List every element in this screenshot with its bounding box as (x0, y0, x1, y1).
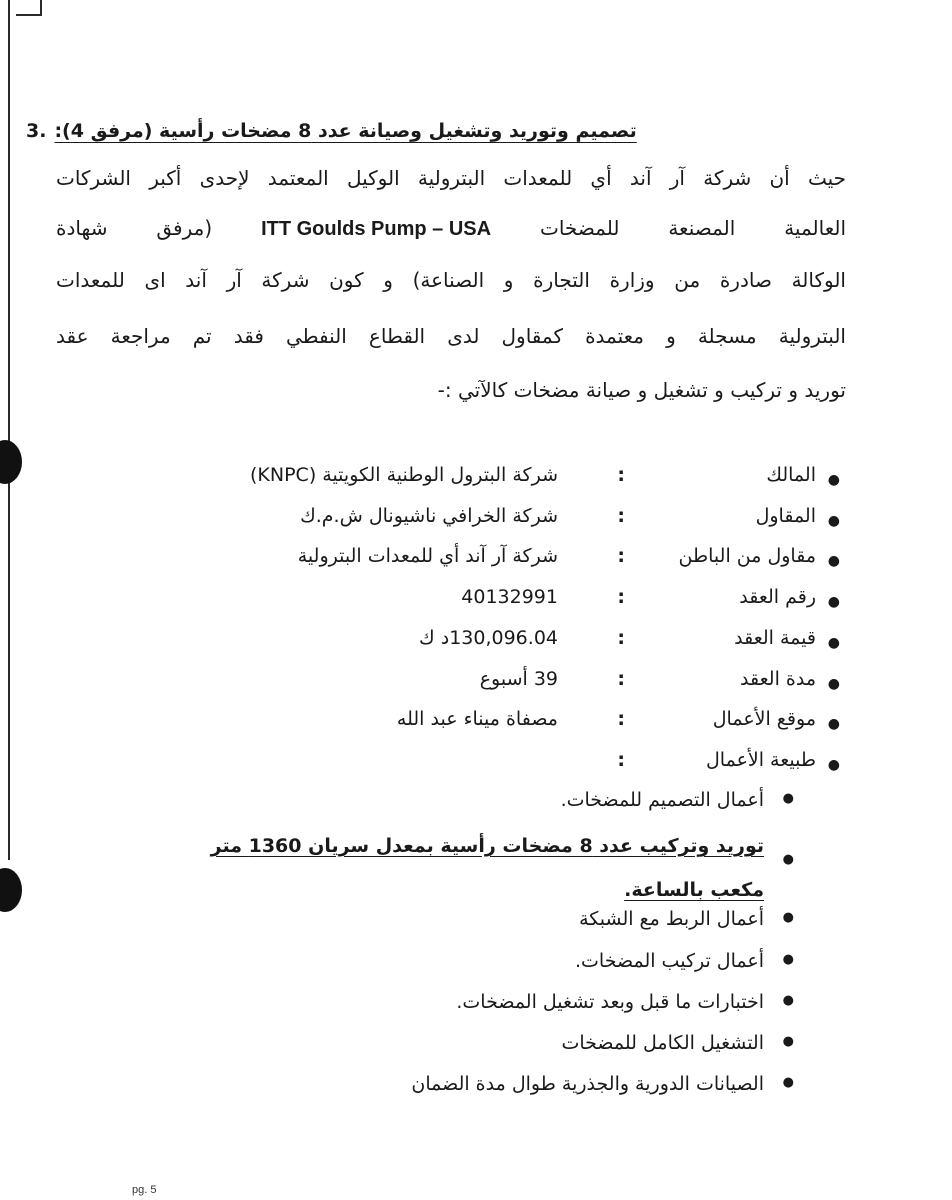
colon: : (617, 586, 625, 608)
scope-item-design (124, 789, 794, 811)
punch-hole-top (0, 440, 22, 484)
scope-text: التشغيل الكامل للمضخات (561, 1032, 764, 1054)
contract-value: 39 أسبوع (479, 668, 558, 690)
contract-row-subcontractor (200, 545, 840, 583)
scope-item-supply-install (124, 824, 794, 912)
contract-row-duration (200, 668, 840, 706)
bullet: ● (782, 952, 794, 967)
intro-line-1: حيث أن شركة آر آند أي للمعدات البترولية الوكيل المعتمد لإحدى أكبر الشركات (56, 166, 846, 190)
manufacturer-brand: ITT Goulds Pump – USA (261, 218, 492, 240)
scope-item-network-tie-in (124, 908, 794, 930)
contract-row-value (200, 627, 840, 665)
colon: : (617, 505, 625, 527)
bullet: ● (827, 553, 840, 569)
section-title: تصميم وتوريد وتشغيل وصيانة عدد 8 مضخات رأسية (مرفق 4): (54, 120, 637, 142)
colon: : (617, 708, 625, 730)
contract-label: مدة العقد (740, 668, 816, 690)
contract-label: رقم العقد (739, 586, 816, 608)
contract-label: قيمة العقد (734, 627, 816, 649)
contract-row-owner (200, 464, 840, 502)
contract-label: المقاول (755, 505, 816, 527)
scope-text: أعمال تركيب المضخات. (575, 950, 764, 972)
scope-text: أعمال الربط مع الشبكة (579, 908, 764, 930)
contract-value: 40132991 (461, 586, 558, 608)
bullet: ● (827, 716, 840, 732)
bullet: ● (782, 1034, 794, 1049)
intro-line-2 (56, 216, 846, 241)
section-heading (26, 120, 886, 142)
bullet: ● (827, 757, 840, 773)
scope-text-continued: مكعب بالساعة. (624, 879, 764, 901)
colon: : (617, 668, 625, 690)
section-number: 3. (26, 120, 47, 142)
bullet: ● (782, 910, 794, 925)
scope-text: توريد وتركيب عدد 8 مضخات رأسية بمعدل سريان 1360 متر (210, 835, 764, 857)
intro-line-5: توريد و تركيب و تشغيل و صيانة مضخات كالآتي :- (437, 378, 846, 402)
bullet: ● (827, 594, 840, 610)
scope-item-maintenance (124, 1073, 794, 1095)
binder-margin-line (8, 0, 10, 860)
scope-text: أعمال التصميم للمضخات. (560, 789, 764, 811)
intro-line-3: الوكالة صادرة من وزارة التجارة و الصناعة) و كون شركة آر آند اى للمعدات (56, 268, 846, 292)
bullet: ● (782, 791, 794, 806)
contract-row-location (200, 708, 840, 746)
contract-label: طبيعة الأعمال (705, 749, 816, 771)
bullet: ● (827, 472, 840, 488)
contract-label: المالك (766, 464, 816, 486)
contract-row-contractor (200, 505, 840, 543)
contract-value: شركة آر آند أي للمعدات البترولية (297, 545, 558, 567)
colon: : (617, 627, 625, 649)
contract-value: شركة البترول الوطنية الكويتية (KNPC) (249, 464, 558, 486)
colon: : (617, 545, 625, 567)
colon: : (617, 749, 625, 771)
contract-value: مصفاة ميناء عبد الله (396, 708, 558, 730)
contract-value: شركة الخرافي ناشيونال ش.م.ك (300, 505, 558, 527)
contract-label: مقاول من الباطن (678, 545, 816, 567)
bullet: ● (782, 1075, 794, 1090)
bullet: ● (827, 635, 840, 651)
contract-row-nature (200, 749, 840, 787)
bullet: ● (827, 676, 840, 692)
bullet: ● (782, 993, 794, 1008)
contract-label: موقع الأعمال (712, 708, 816, 730)
colon: : (617, 464, 625, 486)
intro-line-2-start: العالمية المصنعة للمضخات (539, 216, 847, 240)
bullet: ● (827, 513, 840, 529)
page-corner-mark (16, 0, 42, 16)
bullet: ● (782, 852, 794, 867)
contract-value: 130,096.04د ك (419, 627, 558, 649)
intro-line-4: البترولية مسجلة و معتمدة كمقاول لدى القطاع النفطي فقد تم مراجعة عقد (56, 324, 846, 348)
scope-item-commissioning (124, 1032, 794, 1054)
scope-text: الصيانات الدورية والجذرية طوال مدة الضمان (411, 1073, 764, 1095)
scope-item-testing (124, 991, 794, 1013)
page-number: pg. 5 (132, 1184, 157, 1196)
punch-hole-bottom (0, 868, 22, 912)
scope-item-pump-installation (124, 950, 794, 972)
scope-text: اختبارات ما قبل وبعد تشغيل المضخات. (456, 991, 764, 1013)
contract-row-number (200, 586, 840, 624)
intro-line-2-end: (مرفق شهادة (56, 216, 213, 240)
